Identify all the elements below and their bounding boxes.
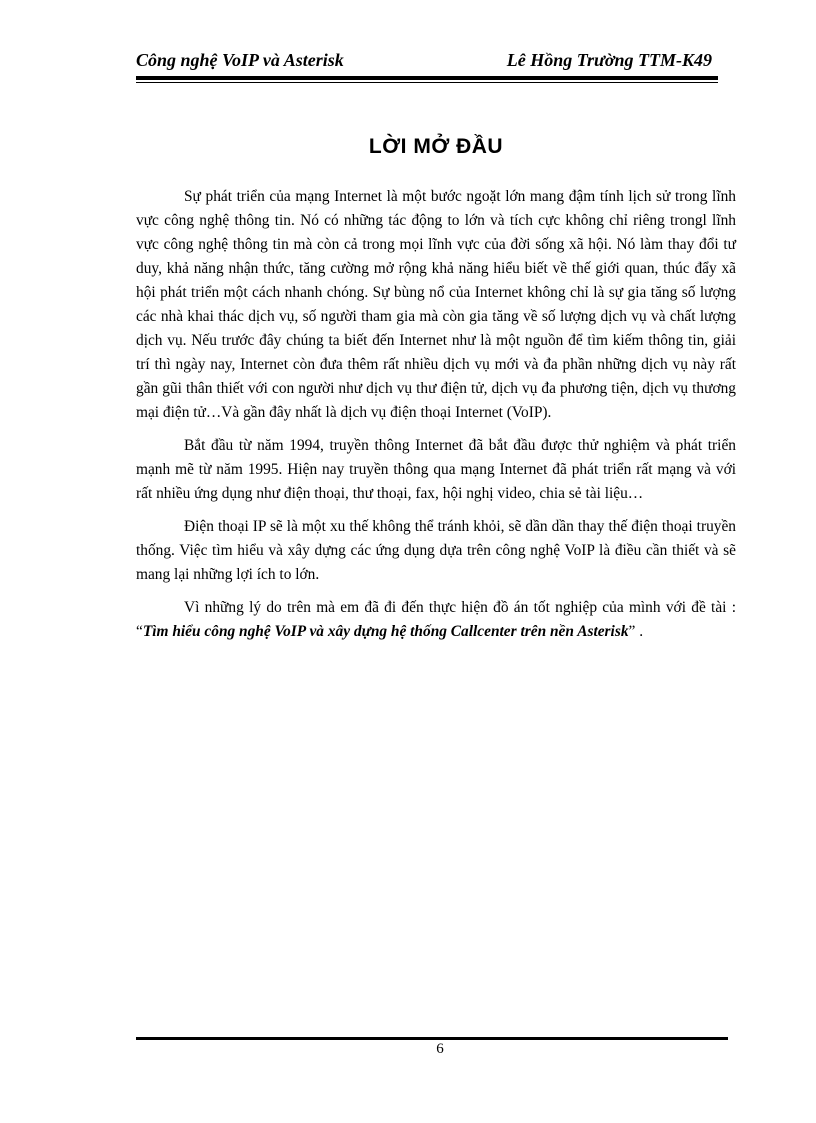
document-body xyxy=(136,185,736,653)
thesis-topic: Tìm hiểu công nghệ VoIP và xây dựng hệ thống Callcenter trên nền Asterisk xyxy=(142,623,629,640)
paragraph-4-suffix: ” . xyxy=(628,623,644,640)
paragraph-2: Bắt đầu từ năm 1994, truyền thông Internet đã bắt đầu được thử nghiệm và phát triển mạnh mẽ từ năm 1995. Hiện nay truyền thông qua mạng Internet đã phát triển rất mạng và với rất nhiều ứng dụng như điện thoại, thư thoại, fax, hội nghị video, chia sẻ tài liệu… xyxy=(136,437,736,502)
paragraph-4-prefix: Vì những lý do trên mà em đã đi đến thực hiện đồ án tốt nghiệp của mình với đề tài : “ xyxy=(136,599,736,640)
page-number: 6 xyxy=(436,1041,444,1057)
header-author: Lê Hồng Trường TTM-K49 xyxy=(506,50,712,70)
header-divider-thin xyxy=(136,82,718,83)
paragraph-1: Sự phát triển của mạng Internet là một bước ngoặt lớn mang đậm tính lịch sử trong lĩnh vực công nghệ thông tin. Nó có những tác động to lớn và tích cực không chỉ riêng trongl lĩnh vực công nghệ thông tin mà còn cả trong mọi lĩnh vực của đời sống xã hội. Nó làm thay đổi tư duy, khả năng nhận thức, tăng cường mở rộng khả năng hiểu biết về thế giới quan, thúc đẩy xã hội phát triển một cách nhanh chóng. Sự bùng nổ của Internet không chỉ là sự gia tăng số lượng các nhà khai thác dịch vụ, số người tham gia mà còn gia tăng về số lượng dịch vụ và chất lượng dịch vụ. Nếu trước đây chúng ta biết đến Internet như là một nguồn để tìm kiếm thông tin, giải trí thì ngày nay, Internet còn đưa thêm rất nhiều dịch vụ mới và đa phần những dịch vụ này rất gần gũi thân thiết với con người như dịch vụ thư điện tử, dịch vụ đa phương tiện, dịch vụ thương mại điện tử…Và gần đây nhất là dịch vụ điện thoại Internet (VoIP). xyxy=(136,188,736,421)
header-divider-thick xyxy=(136,76,718,80)
header-document-title: Công nghệ VoIP và Asterisk xyxy=(136,50,344,70)
paragraph-4 xyxy=(136,596,736,644)
page-title: LỜI MỞ ĐẦU xyxy=(368,135,504,158)
paragraph-3: Điện thoại IP sẽ là một xu thế không thể tránh khỏi, sẽ dần dần thay thế điện thoại truyền thống. Việc tìm hiểu và xây dựng các ứng dụng dựa trên công nghệ VoIP là điều cần thiết và sẽ mang lại những lợi ích to lớn. xyxy=(136,518,736,583)
page-header xyxy=(136,48,712,74)
footer-divider xyxy=(136,1037,728,1040)
